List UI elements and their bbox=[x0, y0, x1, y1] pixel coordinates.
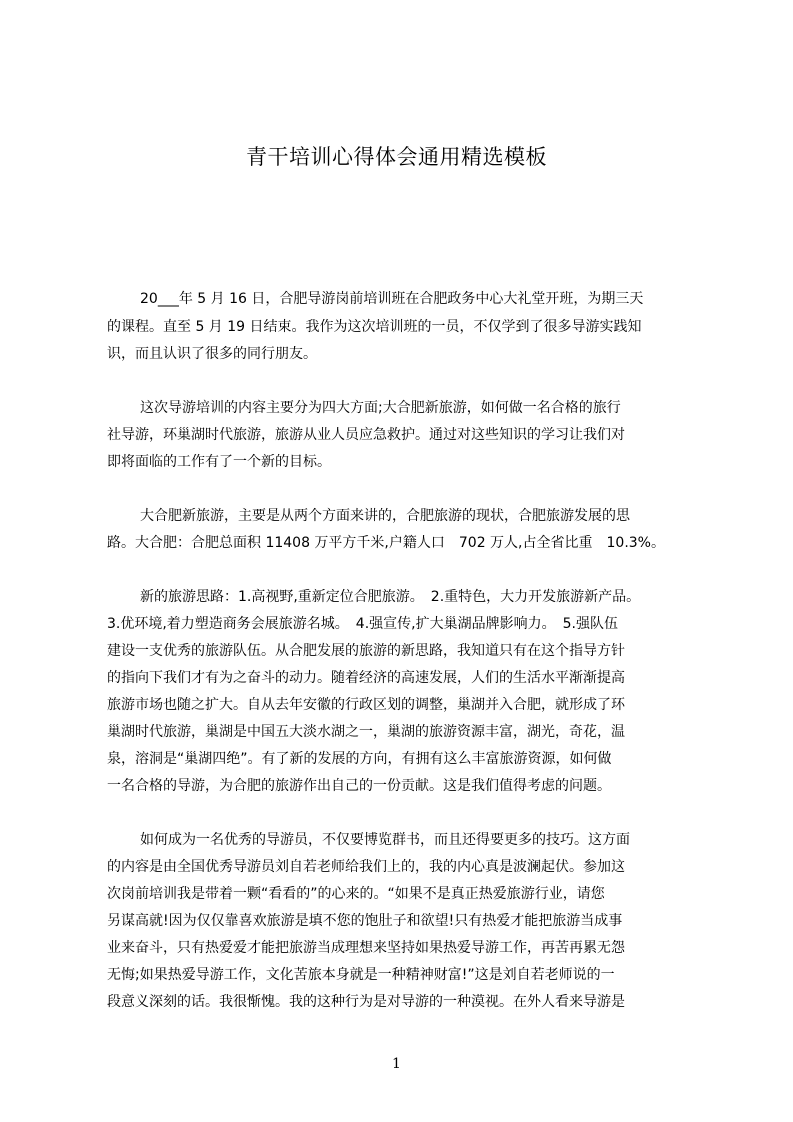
page-number: 1 bbox=[392, 1056, 401, 1072]
paragraph-4-line-2: 3.优环境,着力塑造商务会展旅游名城。 4.强宣传,扩大巢湖品牌影响力。 5.强队伍 bbox=[107, 616, 618, 632]
paragraph-2-line-1: 这次导游培训的内容主要分为四大方面;大合肥新旅游，如何做一名合格的旅行 bbox=[140, 400, 621, 416]
paragraph-4-line-3: 建设一支优秀的旅游队伍。从合肥发展的旅游的新思路，我知道只有在这个指导方针 bbox=[107, 643, 625, 659]
paragraph-3-line-1: 大合肥新旅游，主要是从两个方面来讲的，合肥旅游的现状，合肥旅游发展的思 bbox=[140, 508, 630, 524]
paragraph-4-line-8: 一名合格的导游，为合肥的旅游作出自己的一份贡献。这是我们值得考虑的问题。 bbox=[107, 778, 611, 794]
paragraph-4-line-6: 巢湖时代旅游，巢湖是中国五大淡水湖之一，巢湖的旅游资源丰富，湖光，奇花，温 bbox=[107, 724, 625, 740]
page-title: 青干培训心得体会通用精选模板 bbox=[246, 145, 547, 169]
paragraph-5-line-1: 如何成为一名优秀的导游员，不仅要博览群书，而且还得要更多的技巧。这方面 bbox=[140, 832, 630, 848]
paragraph-1-line-1: 20___年 5 月 16 日，合肥导游岗前培训班在合肥政务中心大礼堂开班，为期三天 bbox=[140, 291, 644, 307]
paragraph-5-line-7: 段意义深刻的话。我很惭愧。我的这种行为是对导游的一种漠视。在外人看来导游是 bbox=[107, 994, 625, 1010]
paragraph-2-line-2: 社导游，环巢湖时代旅游，旅游从业人员应急救护。通过对这些知识的学习让我们对 bbox=[107, 427, 625, 443]
paragraph-4-line-5: 旅游市场也随之扩大。自从去年安徽的行政区划的调整，巢湖并入合肥，就形成了环 bbox=[107, 697, 625, 713]
paragraph-5-line-3: 次岗前培训我是带着一颗“看看的”的心来的。“如果不是真正热爱旅游行业，请您 bbox=[107, 886, 605, 902]
paragraph-1-line-2: 的课程。直至 5 月 19 日结束。我作为这次培训班的一员，不仅学到了很多导游实践知 bbox=[107, 319, 642, 335]
paragraph-1-line-3: 识，而且认识了很多的同行朋友。 bbox=[107, 346, 317, 362]
paragraph-3-line-2: 路。大合肥：合肥总面积 11408 万平方千米,户籍人口 702 万人,占全省比重 10.3%。 bbox=[107, 535, 665, 551]
paragraph-5-line-6: 无悔;如果热爱导游工作，文化苦旅本身就是一种精神财富!”这是刘自若老师说的一 bbox=[107, 967, 615, 983]
paragraph-5-line-2: 的内容是由全国优秀导游员刘自若老师给我们上的，我的内心真是波澜起伏。参加这 bbox=[107, 859, 625, 875]
paragraph-4-line-1: 新的旅游思路：1.高视野,重新定位合肥旅游。 2.重特色，大力开发旅游新产品。 bbox=[140, 589, 641, 605]
paragraph-4-line-7: 泉，溶洞是“巢湖四绝”。有了新的发展的方向，有拥有这么丰富旅游资源，如何做 bbox=[107, 751, 612, 767]
paragraph-4-line-4: 的指向下我们才有为之奋斗的动力。随着经济的高速发展，人们的生活水平渐渐提高 bbox=[107, 670, 625, 686]
paragraph-2-line-3: 即将面临的工作有了一个新的目标。 bbox=[107, 454, 331, 470]
paragraph-5-line-5: 业来奋斗，只有热爱爱才能把旅游当成理想来坚持如果热爱导游工作，再苦再累无怨 bbox=[107, 940, 625, 956]
paragraph-5-line-4: 另谋高就!因为仅仅靠喜欢旅游是填不您的饱肚子和欲望!只有热爱才能把旅游当成事 bbox=[107, 913, 623, 929]
